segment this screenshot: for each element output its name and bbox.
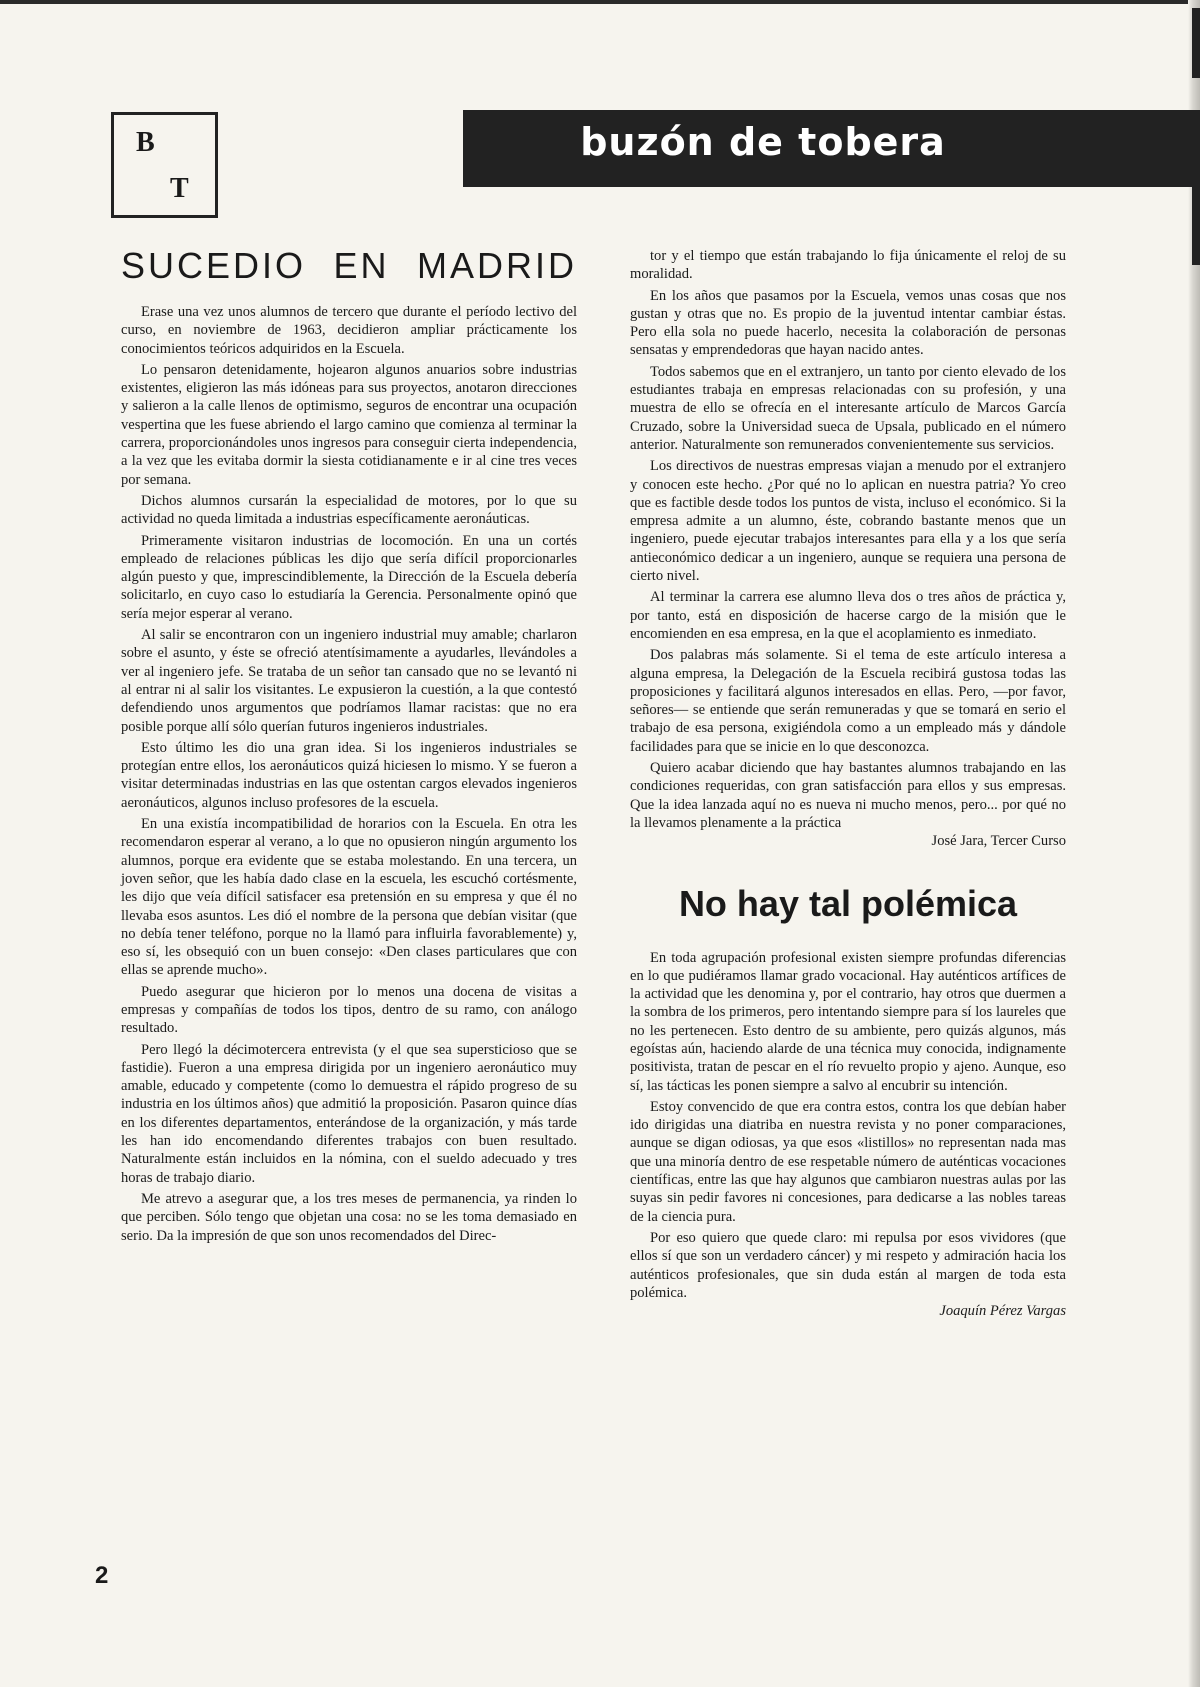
paragraph: En toda agrupación profesional existen siempre profundas diferencias en lo que pudiéramos llamar grado vocacional. Hay auténticos artífices de la actividad que les denomina y, por el contrario, hay otros que duermen a la sombra de los primeros, pero intentando siempre para sí los laureles que no les pertenecen. Esto dentro de su ambiente, pero quizás algunos, más egoístas aún, haciendo alarde de una técnica muy conocida, indignamente positivista, tratan de pescar en el río revuelto propio y ajeno. Aunque, eso sí, las tácticas les ponen siempre a salvo al encubrir su intención. — [630, 949, 1066, 1094]
paragraph: Quiero acabar diciendo que hay bastantes alumnos trabajando en las condiciones requeridas, con gran satisfacción para ellos y sus empresas. Que la idea lanzada aquí no es nueva ni mucho menos, pero... por qué no la llevamos plenamente a la práctica — [630, 760, 1066, 831]
paragraph: Al terminar la carrera ese alumno lleva dos o tres años de práctica y, por tanto, está en disposición de hacerse cargo de la misión que le encomienden en esa empresa, en la que el acoplamiento es inmediato. — [630, 589, 1066, 642]
paragraph: Lo pensaron detenidamente, hojearon algunos anuarios sobre industrias existentes, eligieron las más idóneas para sus proyectos, anotaron direcciones y salieron a la calle llenos de optimismo, seguros de encontrar una ocupación vespertina que les fuese abriendo el largo camino que comienza al terminar la carrera, proporcionándoles unos ingresos para conseguir cierta independencia, a la vez que les evitaba dormir la siesta cotidianamente e ir al cine tres veces por semana. — [121, 361, 577, 488]
paragraph: Los directivos de nuestras empresas viajan a menudo por el extranjero y conocen este hecho. ¿Por qué no lo aplican en nuestra patria? Yo creo que es factible desde todos los puntos de vista, incluso el económico. Si la empresa admite a un alumno, éste, cobrando bastante menos que un ingeniero, puede ejecutar trabajos interesantes para ella y a los que sería antieconómico dedicar a un ingeniero, aunque se requiera una persona de cierto nivel. — [630, 458, 1066, 585]
paragraph: Estoy convencido de que era contra estos, contra los que debían haber ido dirigidas una diatriba en nuestra revista y no poner comparaciones, aunque se digan odiosas, ya que esos «listillos» no representan nada mas que una minoría dentro de ese respetable número de auténticas vocaciones científicas, entre las que hay algunos que cambiaron nuestras aulas por las suyas sin pedir favores ni concesiones, para dedicarse a las nobles tareas de la ciencia pura. — [630, 1098, 1066, 1225]
article-title-sucedio — [121, 245, 577, 287]
left-column — [121, 245, 577, 1245]
title-word: SUCEDIO — [121, 245, 307, 286]
article-body-left — [121, 303, 577, 1245]
title-word: MADRID — [416, 245, 577, 286]
paragraph: Primeramente visitaron industrias de locomoción. En una un cortés empleado de relaciones públicas les dijo que sería difícil proporcionarles algún puesto y que, imprescindiblemente, la Dirección de la Escuela debería solicitarlo, en cuyo caso lo estudiaría la Gerencia. Personalmente opinó que sería mejor esperar al verano. — [121, 532, 577, 622]
paragraph: En los años que pasamos por la Escuela, vemos unas cosas que nos gustan y otras que no. Es propio de la juventud intentar cambiar éstas. Pero ella sola no puede hacerlo, necesita la colaboración de personas sensatas y emprendedoras que hayan nacido antes. — [630, 287, 1066, 359]
article-signature-jara: José Jara, Tercer Curso — [931, 833, 1066, 850]
paragraph: Erase una vez unos alumnos de tercero que durante el período lectivo del curso, en noviembre de 1963, decidieron ampliar prácticamente los conocimientos teóricos adquiridos en la Escuela. — [121, 304, 577, 357]
paragraph: Pero llegó la décimotercera entrevista (y el que sea supersticioso que se fastidie). Fueron a una empresa dirigida por un ingeniero aeronáutico muy amable, educado y competente (como lo demuestra el rápido progreso de su industria en los últimos años) que admitió la proposición. Pasaron quince días en los diferentes departamentos, enterándose de la organización, y más tarde les han ido encomendando diferentes trabajos con buen resultado. Naturalmente están incluidos en la nómina, con el sueldo adecuado y tres horas de trabajo diario. — [121, 1041, 577, 1186]
paragraph: En una existía incompatibilidad de horarios con la Escuela. En otra les recomendaron esperar al verano, a lo que no opusieron ningún argumento los alumnos, porque era evidente que se estaba molestando. En una tercera, un joven señor, que les había dado clase en la escuela, les escuchó cortésmente, les dijo que veía difícil satisfacer esa pretensión en su empresa y que él no llevaba esos asuntos. Les dió el nombre de la persona que debían visitar (que no debía tener teléfono, porque no la llamó para influirla favorablemente) y, eso sí, les obsequió con un buen consejo: «Den clases particulares que con ellas se aprende mucho». — [121, 816, 577, 979]
paragraph: Todos sabemos que en el extranjero, un tanto por ciento elevado de los estudiantes trabaja en empresas relacionadas con su profesión, y una muestra de ello se ofrecía en el interesante artículo de Marcos García Cruzado, sobre la Universidad sueca de Upsala, publicado en el número anterior. Naturalmente son remunerados convenientemente sus servicios. — [630, 363, 1066, 453]
edge-mark-top — [1192, 8, 1200, 78]
article-title-polemica: No hay tal polémica — [678, 882, 1018, 924]
paragraph: Me atrevo a asegurar que, a los tres meses de permanencia, ya rinden lo que perciben. Sólo tengo que objetan una cosa: no se les toma demasiado en serio. Da la impresión de que son unos recomendados del Direc- — [121, 1190, 577, 1244]
bt-logo-letter-b: B — [136, 127, 155, 158]
paragraph: Esto último les dio una gran idea. Si los ingenieros industriales se protegían entre ellos, los aeronáuticos quizá hiciesen lo mismo. Y se fueron a visitar determinadas industrias en las que ostentan cargos elevados ingenieros aeronáuticos, algunos incluso profesores de la escuela. — [121, 739, 577, 811]
section-title: buzón de tobera — [580, 120, 946, 164]
paragraph: tor y el tiempo que están trabajando lo fija únicamente el reloj de su moralidad. — [630, 248, 1066, 283]
section-banner — [463, 110, 1200, 187]
title-word: EN — [333, 245, 390, 286]
paragraph: Dichos alumnos cursarán la especialidad de motores, por lo que su actividad no queda limitada a industrias específicamente aeronáuticas. — [121, 492, 577, 528]
page-number: 2 — [95, 1562, 109, 1589]
article-body-right — [630, 247, 1066, 832]
article-signature-perez: Joaquín Pérez Vargas — [939, 1303, 1066, 1320]
paragraph: Por eso quiero que quede claro: mi repulsa por esos vividores (que ellos sí que son un verdadero cáncer) y mi respeto y admiración hacia los auténticos profesionales, que sin duda están al margen de toda esta polémica. — [630, 1229, 1066, 1301]
paragraph: Al salir se encontraron con un ingeniero industrial muy amable; charlaron sobre el asunto, y éste se ofreció atentísimamente a ayudarles, llevándoles a ver al ingeniero jefe. Se trataba de un señor tan cansado que no se levantó ni al entrar ni al salir los visitantes. Le expusieron la cuestión, a la que contestó defendiendo unos argumentos que podríamos llamar racistas: que no era posible porque allí sólo querían futuros ingenieros industriales. — [121, 627, 577, 735]
top-rule — [0, 0, 1200, 4]
bt-logo-box — [111, 112, 218, 218]
paragraph: Puedo asegurar que hicieron por lo menos una docena de visitas a empresas y compañías de todos los tipos, dentro de su ramo, con análogo resultado. — [121, 983, 577, 1037]
bt-logo-letter-t: T — [170, 173, 189, 204]
paragraph: Dos palabras más solamente. Si el tema de este artículo interesa a alguna empresa, la Delegación de la Escuela recibirá gustosa todas las proposiciones y facilitará algunos interesados en ellas. Pero, —por favor, señores— se entiende que serán remuneradas y que se tomará en serio el trabajo de esa persona, exigiéndola como a un empleado más y dándole facilidades para que se inicie en lo que desconozca. — [630, 647, 1066, 755]
right-column — [630, 247, 1066, 1320]
article-body-polemica — [630, 949, 1066, 1303]
edge-mark-mid — [1192, 175, 1200, 265]
